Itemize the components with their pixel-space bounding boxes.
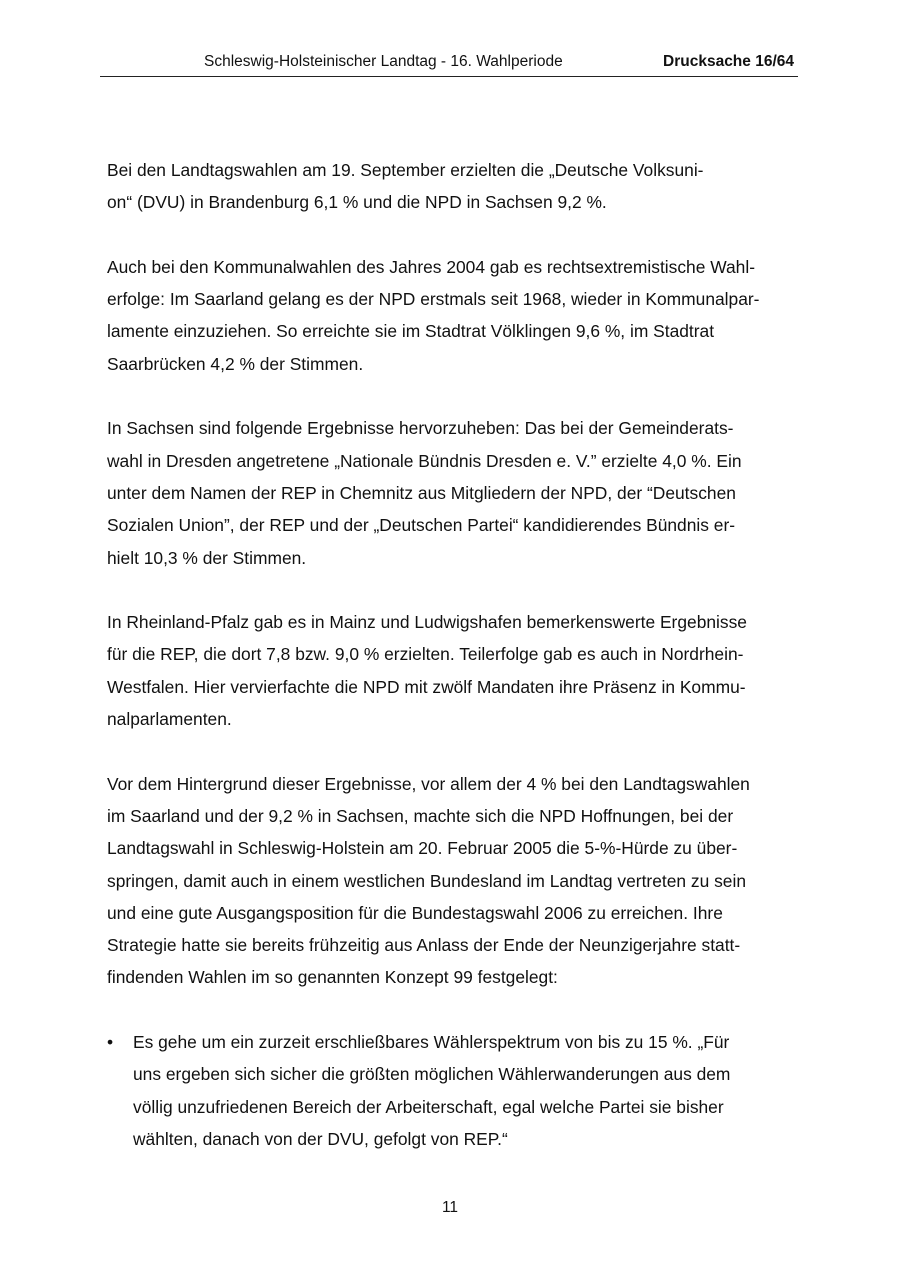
- text-line: lamente einzuziehen. So erreichte sie im Stadtrat Völklingen 9,6 %, im Stadtrat: [107, 321, 715, 342]
- text-line: springen, damit auch in einem westlichen Bundesland im Landtag vertreten zu sein: [107, 870, 746, 891]
- document-number: Drucksache 16/64: [663, 53, 794, 70]
- paragraph: [107, 768, 797, 994]
- bullet-icon: •: [107, 1032, 114, 1053]
- text-line: nalparlamenten.: [107, 709, 232, 730]
- text-line: Westfalen. Hier vervierfachte die NPD mit zwölf Mandaten ihre Präsenz in Kommu-: [107, 676, 746, 697]
- text-line: erfolge: Im Saarland gelang es der NPD erstmals seit 1968, wieder in Kommunalpar-: [107, 289, 760, 310]
- paragraph: [107, 606, 797, 735]
- text-line: Sozialen Union”, der REP und der „Deutschen Partei“ kandidierendes Bündnis er-: [107, 515, 736, 536]
- bullet-item: [107, 1026, 797, 1155]
- page-header: [100, 50, 798, 77]
- text-line: Vor dem Hintergrund dieser Ergebnisse, vor allem der 4 % bei den Landtagswahlen: [107, 773, 750, 794]
- text-line: völlig unzufriedenen Bereich der Arbeiterschaft, egal welche Partei sie bisher: [133, 1096, 724, 1117]
- header-title: Schleswig-Holsteinischer Landtag - 16. Wahlperiode: [204, 53, 563, 70]
- paragraph: [107, 251, 797, 380]
- text-line: und eine gute Ausgangsposition für die Bundestagswahl 2006 zu erreichen. Ihre: [107, 902, 723, 923]
- text-line: Es gehe um ein zurzeit erschließbares Wählerspektrum von bis zu 15 %. „Für: [133, 1032, 730, 1053]
- text-line: unter dem Namen der REP in Chemnitz aus Mitgliedern der NPD, der “Deutschen: [107, 482, 736, 503]
- page-number: 11: [441, 1199, 459, 1216]
- paragraph: [107, 154, 797, 219]
- text-line: Saarbrücken 4,2 % der Stimmen.: [107, 353, 364, 374]
- text-line: Bei den Landtagswahlen am 19. September erzielten die „Deutsche Volksuni-: [107, 160, 704, 180]
- text-line: In Sachsen sind folgende Ergebnisse hervorzuheben: Das bei der Gemeinderats-: [107, 418, 734, 439]
- text-line: für die REP, die dort 7,8 bzw. 9,0 % erzielten. Teilerfolge gab es auch in Nordrhein-: [107, 644, 744, 665]
- text-line: wählten, danach von der DVU, gefolgt von REP.“: [133, 1128, 508, 1149]
- text-line: findenden Wahlen im so genannten Konzept 99 festgelegt:: [107, 967, 558, 988]
- text-line: uns ergeben sich sicher die größten möglichen Wählerwanderungen aus dem: [133, 1064, 731, 1085]
- text-line: hielt 10,3 % der Stimmen.: [107, 547, 307, 568]
- text-line: Auch bei den Kommunalwahlen des Jahres 2004 gab es rechtsextremistische Wahl-: [107, 256, 755, 277]
- text-line: Strategie hatte sie bereits frühzeitig aus Anlass der Ende der Neunzigerjahre statt-: [107, 935, 741, 956]
- document-body: [107, 154, 797, 1188]
- text-line: wahl in Dresden angetretene „Nationale Bündnis Dresden e. V.” erzielte 4,0 %. Ein: [107, 450, 742, 471]
- paragraph: [107, 412, 797, 573]
- page-footer: [0, 1199, 900, 1217]
- text-line: im Saarland und der 9,2 % in Sachsen, machte sich die NPD Hoffnungen, bei der: [107, 805, 734, 826]
- text-line: on“ (DVU) in Brandenburg 6,1 % und die NPD in Sachsen 9,2 %.: [107, 192, 607, 213]
- text-line: In Rheinland-Pfalz gab es in Mainz und Ludwigshafen bemerkenswerte Ergebnisse: [107, 612, 747, 633]
- text-line: Landtagswahl in Schleswig-Holstein am 20. Februar 2005 die 5-%-Hürde zu über-: [107, 838, 738, 859]
